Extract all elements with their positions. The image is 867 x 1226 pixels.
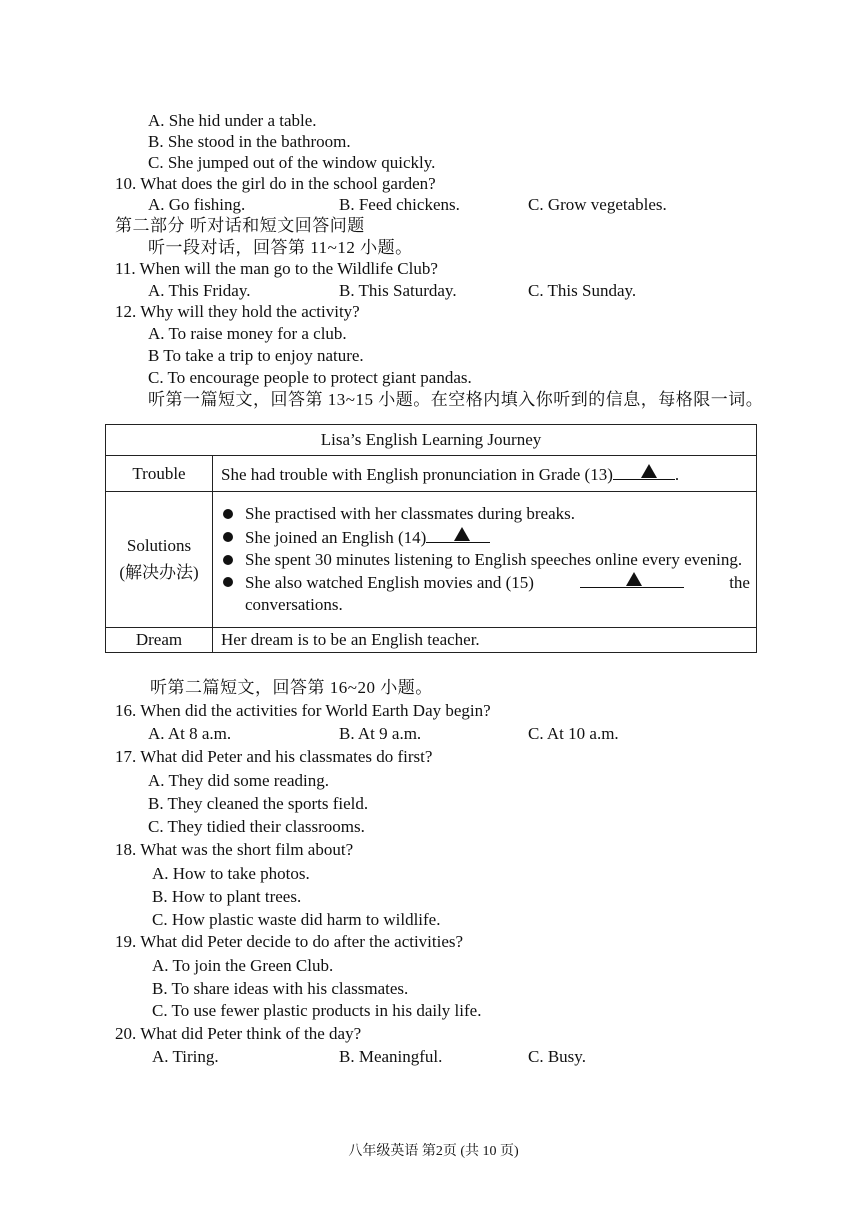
q17-option-b: B. They cleaned the sports field. xyxy=(148,794,369,813)
trouble-end: . xyxy=(674,464,680,484)
solutions-cell xyxy=(213,492,757,628)
q19-option-c: C. To use fewer plastic products in his daily life. xyxy=(152,1001,482,1020)
passage2-instruction: 听第二篇短文，回答第 16~20 小题。 xyxy=(150,678,433,697)
q17-question: 17. What did Peter and his classmates do first? xyxy=(115,747,433,766)
bullet-icon xyxy=(223,577,233,587)
bullet-icon xyxy=(223,509,233,519)
q11-option-c: C. This Sunday. xyxy=(528,281,637,300)
trouble-cell xyxy=(213,456,757,492)
q10-option-c: C. Grow vegetables. xyxy=(528,195,667,214)
q20-option-c: C. Busy. xyxy=(528,1047,586,1066)
q18-option-a: A. How to take photos. xyxy=(152,864,310,883)
passage1-instruction: 听第一篇短文，回答第 13~15 小题。在空格内填入你听到的信息，每格限一词。 xyxy=(148,390,764,409)
q18-option-b: B. How to plant trees. xyxy=(152,887,302,906)
solution4-tail-word: the xyxy=(729,573,750,592)
lisa-journey-table xyxy=(105,424,757,653)
q9-option-a: A. She hid under a table. xyxy=(148,111,317,130)
q16-option-b: B. At 9 a.m. xyxy=(339,724,422,743)
bullet-icon xyxy=(223,555,233,565)
q12-question: 12. Why will they hold the activity? xyxy=(115,302,360,321)
answer-blank-14 xyxy=(426,526,490,543)
solutions-list xyxy=(213,503,756,616)
q19-option-a: A. To join the Green Club. xyxy=(152,956,334,975)
q11-option-b: B. This Saturday. xyxy=(339,281,457,300)
solution-text: She practised with her classmates during breaks. xyxy=(245,504,575,523)
dream-label: Dream xyxy=(106,628,213,653)
q10-option-b: B. Feed chickens. xyxy=(339,195,460,214)
trouble-label: Trouble xyxy=(106,456,213,492)
solution-item xyxy=(213,503,756,526)
q12-option-b: B To take a trip to enjoy nature. xyxy=(148,346,364,365)
answer-blank-13 xyxy=(613,463,675,480)
q16-option-a: A. At 8 a.m. xyxy=(148,724,232,743)
q16-option-c: C. At 10 a.m. xyxy=(528,724,619,743)
bullet-icon xyxy=(223,532,233,542)
solutions-label-en: Solutions xyxy=(126,536,192,555)
part2-heading: 第二部分 听对话和短文回答问题 xyxy=(115,216,365,235)
q20-option-a: A. Tiring. xyxy=(152,1047,219,1066)
solution4-tail: conversations. xyxy=(245,595,343,614)
solution-text: She spent 30 minutes listening to English speeches online every evening. xyxy=(245,550,743,569)
q11-question: 11. When will the man go to the Wildlife Club? xyxy=(115,259,438,278)
q18-question: 18. What was the short film about? xyxy=(115,840,354,859)
triangle-marker-icon xyxy=(626,572,642,586)
q19-option-b: B. To share ideas with his classmates. xyxy=(152,979,409,998)
q18-option-c: C. How plastic waste did harm to wildlife. xyxy=(152,910,441,929)
solution-text: She also watched English movies and (15) xyxy=(245,573,534,592)
solution-item xyxy=(213,571,756,616)
q10-question: 10. What does the girl do in the school garden? xyxy=(115,174,436,193)
trouble-text: She had trouble with English pronunciation in Grade (13) xyxy=(221,464,613,484)
q9-option-c: C. She jumped out of the window quickly. xyxy=(148,153,436,172)
q20-question: 20. What did Peter think of the day? xyxy=(115,1024,362,1043)
q16-question: 16. When did the activities for World Earth Day begin? xyxy=(115,701,491,720)
q9-option-b: B. She stood in the bathroom. xyxy=(148,132,351,151)
solutions-label-cn: (解决办法) xyxy=(119,563,199,582)
dream-text: Her dream is to be an English teacher. xyxy=(213,628,757,653)
solution-item xyxy=(213,526,756,550)
solutions-label xyxy=(106,492,213,628)
q20-option-b: B. Meaningful. xyxy=(339,1047,443,1066)
dialogue-instruction: 听一段对话，回答第 11~12 小题。 xyxy=(148,238,413,257)
solution-item xyxy=(213,549,756,571)
q11-option-a: A. This Friday. xyxy=(148,281,251,300)
q12-option-c: C. To encourage people to protect giant pandas. xyxy=(148,368,472,387)
triangle-marker-icon xyxy=(454,527,470,541)
triangle-marker-icon xyxy=(641,464,657,478)
page-footer: 八年级英语 第2页 (共 10 页) xyxy=(348,1144,519,1159)
answer-blank-15 xyxy=(580,571,684,588)
q12-option-a: A. To raise money for a club. xyxy=(148,324,347,343)
q17-option-a: A. They did some reading. xyxy=(148,771,329,790)
q17-option-c: C. They tidied their classrooms. xyxy=(148,817,365,836)
q10-option-a: A. Go fishing. xyxy=(148,195,246,214)
q19-question: 19. What did Peter decide to do after the activities? xyxy=(115,932,464,951)
solution-text: She joined an English (14) xyxy=(245,527,427,547)
table-title: Lisa’s English Learning Journey xyxy=(106,425,757,456)
